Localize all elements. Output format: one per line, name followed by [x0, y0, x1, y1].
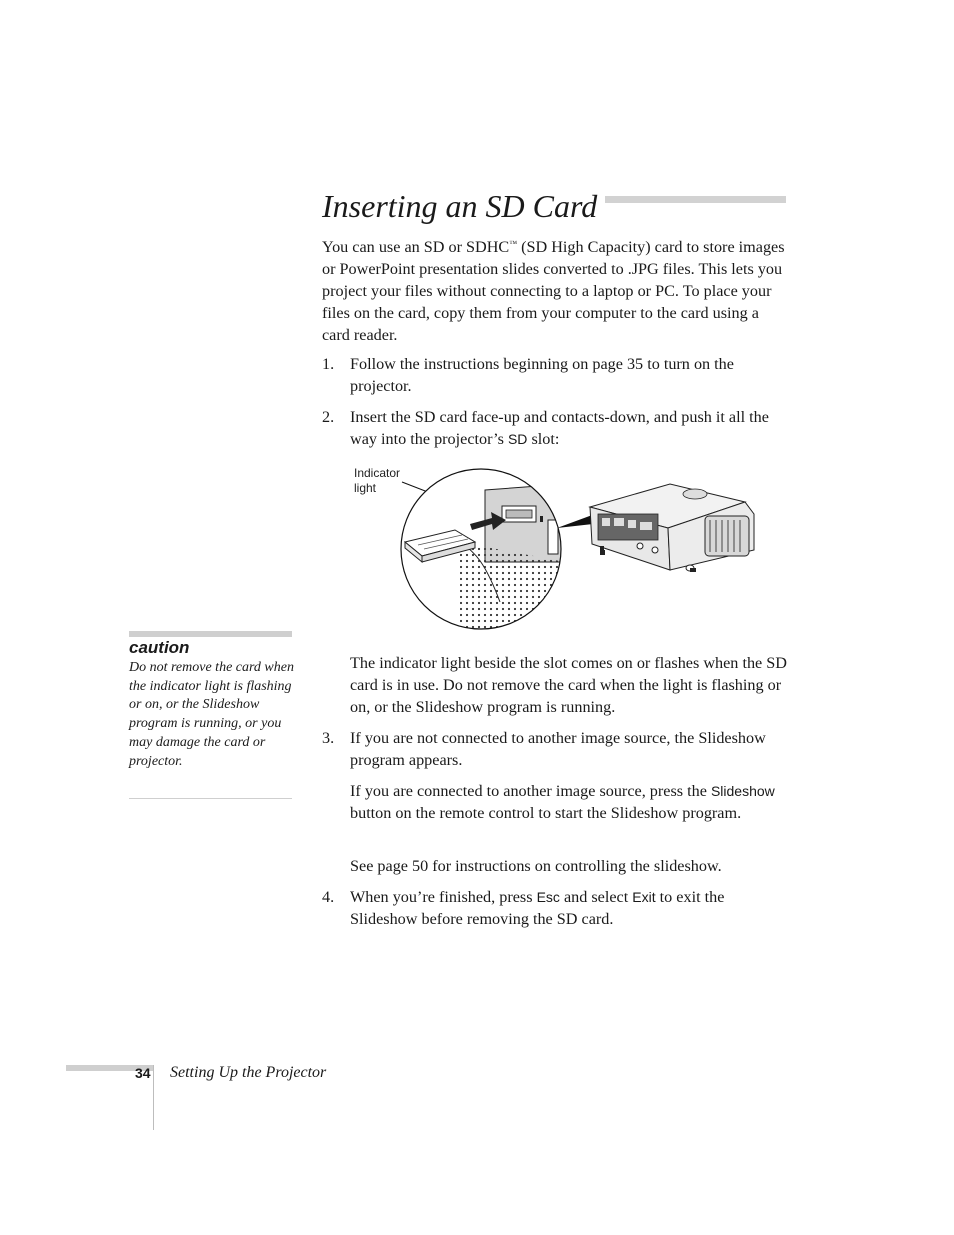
- intro-paragraph: [322, 233, 787, 346]
- intro-text-end: (SD High Capacity) card to store images or PowerPoint presentation slides converted to .JPG files. This lets you project your files without connecting to a laptop or PC. To place your files on the card, copy them from your computer to the card using a card reader.: [322, 238, 785, 344]
- caution-bottom-rule: [129, 798, 292, 799]
- step-text-part: When you’re finished, press: [350, 888, 537, 906]
- indicator-light-paragraph: The indicator light beside the slot comes on or flashes when the SD card is in use. Do not remove the card when the light is flashing or on, or the Slideshow program is running.: [350, 654, 787, 716]
- connected-source-paragraph: [350, 780, 787, 824]
- footer-section-title: Setting Up the Projector: [170, 1064, 327, 1081]
- slideshow-button-term: Slideshow: [710, 783, 775, 799]
- step-2: [322, 406, 787, 450]
- step-1: [322, 353, 787, 397]
- para-text-part: button on the remote control to start the Slideshow program.: [350, 804, 742, 822]
- page-number: 34: [135, 1065, 151, 1081]
- sd-slot-term: SD: [507, 431, 528, 447]
- step-text-part: and select: [559, 888, 633, 906]
- step-number: 1.: [322, 355, 335, 373]
- step-text: [350, 886, 787, 930]
- step-text: [350, 406, 787, 450]
- label-line: Indicator: [354, 466, 401, 480]
- page-title: Inserting an SD Card: [322, 184, 605, 228]
- caution-text: Do not remove the card when the indicator light is flashing or on, or the Slideshow program is running, or you may damage the card or projector.: [129, 660, 294, 769]
- caution-heading: caution: [129, 638, 190, 657]
- step-text: If you are not connected to another image source, the Slideshow program appears.: [350, 729, 766, 769]
- step-number: 3.: [322, 729, 335, 747]
- step-text-part: Insert the SD card face-up and contacts-down, and push it all the way into the projector’s: [350, 408, 769, 448]
- step-text: Follow the instructions beginning on page 35 to turn on the projector.: [350, 355, 734, 395]
- footer-vertical-line: [153, 1065, 154, 1130]
- indicator-light-label: [354, 466, 400, 496]
- projector-drawing: [590, 484, 754, 572]
- trademark-symbol: ™: [509, 239, 518, 248]
- sd-card-illustration: [350, 462, 760, 634]
- step-number: 4.: [322, 888, 335, 906]
- step-number: 2.: [322, 408, 335, 426]
- step-text-part: slot:: [527, 430, 560, 448]
- esc-key-term: Esc: [536, 889, 560, 905]
- step-4: [322, 886, 787, 930]
- see-page-paragraph: See page 50 for instructions on controlling the slideshow.: [350, 857, 722, 875]
- step-3: [322, 727, 787, 771]
- illustration-svg: [350, 462, 760, 634]
- para-text-part: If you are connected to another image source, press the: [350, 782, 711, 800]
- pointer-arrow: [557, 514, 595, 528]
- exit-option-term: Exit: [632, 889, 656, 905]
- step-text-part: to exit the Slideshow before removing the SD card.: [350, 888, 725, 928]
- intro-text-start: You can use an SD or SDHC: [322, 238, 510, 256]
- label-line: light: [354, 481, 377, 495]
